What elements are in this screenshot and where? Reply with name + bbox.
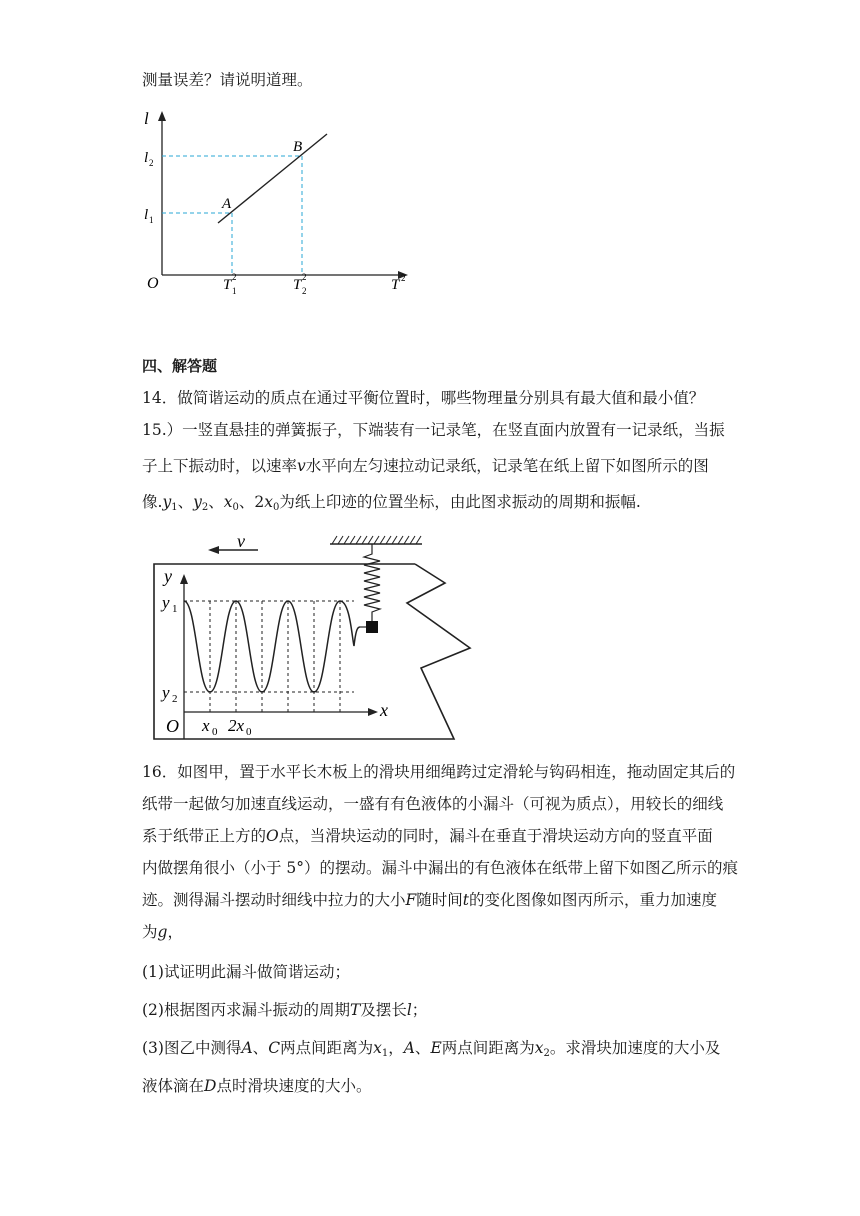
velocity-arrow-head: [208, 546, 219, 554]
q16-t: t: [462, 891, 470, 909]
q16-text: 点，当滑块运动的同时，漏斗在垂直于滑块运动方向的竖直平面: [278, 827, 713, 845]
q16-text: 。求滑块加速度的大小及: [549, 1039, 721, 1057]
question-16-line-6: [142, 922, 183, 942]
q16-text: 随时间: [416, 891, 463, 909]
x-axis-sup: 2: [401, 273, 406, 283]
q15-sep: 、: [238, 493, 255, 511]
x-axis-arrow: [368, 708, 378, 716]
origin-label: O: [166, 716, 179, 736]
l1-label: l: [144, 207, 149, 223]
q16-f: F: [405, 891, 417, 909]
l2-label: l: [144, 150, 149, 166]
y2-label: y: [162, 683, 170, 702]
point-a-label: A: [222, 196, 232, 212]
q16-x1-sub: 1: [381, 1048, 389, 1059]
l2-sub: 2: [149, 158, 154, 168]
q16-o: O: [266, 827, 279, 845]
question-16-line-3: [142, 826, 713, 846]
q16-text: 系于纸带正上方的: [142, 827, 267, 845]
t1-sub: 1: [232, 286, 237, 296]
t2-label: T: [293, 277, 302, 293]
q16-text: 及摆长: [360, 1001, 407, 1019]
question-16-part-3-line-2: [142, 1076, 371, 1096]
q16-sep: 、: [414, 1039, 431, 1057]
question-16-part-3: [142, 1038, 720, 1064]
q15-text: 水平向左匀速拉动记录纸，记录笔在纸上留下如图所示的图: [305, 457, 709, 475]
question-16-part-2: [142, 1000, 427, 1020]
two-x0-sub: 0: [246, 726, 252, 738]
spring-record-figure: [140, 528, 480, 748]
origin-label: O: [147, 275, 159, 292]
question-15-line-1: 15.）一竖直悬挂的弹簧振子，下端装有一记录笔，在竖直面内放置有一记录纸，当振: [142, 421, 725, 439]
q16-text: 迹。测得漏斗摆动时细线中拉力的大小: [142, 891, 406, 909]
y-axis-label: l: [144, 109, 149, 128]
q16-x1: x: [373, 1039, 382, 1057]
ceiling-hatch: [332, 536, 421, 544]
q15-sep: 、: [177, 493, 194, 511]
q16-period: T: [349, 1001, 361, 1019]
q16-text: 为: [142, 923, 158, 941]
q15-y2-sub: 2: [201, 502, 209, 513]
x-gridlines: [210, 601, 340, 712]
section-title: 四、解答题: [142, 357, 218, 375]
q16-text: ，: [388, 1039, 404, 1057]
q15-text: 像.: [142, 493, 163, 511]
q16-text: (2)根据图丙求漏斗振动的周期: [142, 1001, 350, 1019]
q16-point-a: A: [241, 1039, 253, 1057]
paper-outline: [154, 564, 470, 739]
q16-text: (3)图乙中测得: [142, 1039, 242, 1057]
q15-x0: x: [223, 493, 233, 511]
l1-sub: 1: [149, 215, 154, 225]
question-15-line-2: [142, 456, 709, 476]
y-axis-label: y: [164, 566, 172, 586]
q15-x0b: x: [264, 493, 274, 511]
t2-sub: 2: [302, 286, 307, 296]
q16-sep: 、: [252, 1039, 269, 1057]
y-axis-arrow: [180, 574, 188, 584]
q16-point-e: E: [430, 1039, 442, 1057]
velocity-label: v: [237, 531, 245, 551]
x0-label: x: [202, 716, 210, 735]
q15-text: 子上下振动时，以速率: [142, 457, 298, 475]
question-16-line-5: [142, 890, 717, 910]
q15-sep: 、: [208, 493, 224, 511]
question-16-part-1: (1)试证明此漏斗做简谐运动；: [142, 963, 350, 981]
y1-sub: 1: [172, 603, 178, 615]
q16-text: 点时滑块速度的大小。: [216, 1077, 372, 1095]
q16-point-a: A: [403, 1039, 415, 1057]
question-16-line-2: 纸带一起做匀加速直线运动，一盛有有色液体的小漏斗（可视为质点），用较长的细线: [142, 795, 724, 813]
q15-y2: y: [193, 493, 202, 511]
spring: [364, 544, 380, 622]
q15-y1: y: [162, 493, 172, 511]
q16-text: 的变化图像如图丙所示，重力加速度: [469, 891, 718, 909]
ab-line: [218, 134, 327, 223]
q16-point-d: D: [204, 1077, 217, 1095]
point-b-label: B: [293, 139, 303, 155]
q15-v: v: [297, 457, 306, 475]
question-13-tail: 测量误差？请说明道理。: [142, 71, 313, 89]
y2-sub: 2: [172, 693, 178, 705]
q16-g: g: [157, 923, 168, 941]
x-axis-label: x: [380, 700, 388, 720]
q15-two: 2: [254, 493, 265, 511]
q16-text: ，: [167, 923, 183, 941]
l-t2-graph: [130, 100, 420, 300]
two-x0-label: 2x: [228, 716, 245, 735]
y1-label: y: [162, 593, 170, 612]
spring-mass: [366, 621, 378, 633]
question-16-line-4: 内做摆角很小（小于 5°）的摆动。漏斗中漏出的有色液体在纸带上留下如图乙所示的痕: [142, 859, 739, 877]
t1-sup: 2: [232, 272, 237, 282]
q15-text: 为纸上印迹的位置坐标，由此图求振动的周期和振幅.: [279, 493, 641, 511]
q16-length: l: [406, 1001, 412, 1019]
question-16-line-1: 16．如图甲，置于水平长木板上的滑块用细绳跨过定滑轮与钩码相连，拖动固定其后的: [142, 763, 736, 781]
question-15-line-3: [142, 492, 641, 518]
x0-sub: 0: [212, 726, 218, 738]
q16-text: 两点间距离为: [280, 1039, 374, 1057]
x-axis-label: T: [391, 277, 400, 293]
y-axis-arrow: [158, 111, 166, 121]
q15-y1-sub: 1: [171, 502, 178, 513]
q16-point-c: C: [268, 1039, 281, 1057]
q15-x0-sub: 0: [232, 502, 239, 513]
q16-text: 液体滴在: [142, 1077, 205, 1095]
q16-text: ；: [411, 1001, 428, 1019]
q15-x0b-sub: 0: [273, 502, 280, 513]
question-14: 14．做简谐运动的质点在通过平衡位置时，哪些物理量分别具有最大值和最小值？: [142, 389, 705, 407]
q16-text: 两点间距离为: [441, 1039, 535, 1057]
q16-x2: x: [534, 1039, 544, 1057]
t2-sup: 2: [302, 272, 307, 282]
t1-label: T: [223, 277, 232, 293]
q16-x2-sub: 2: [543, 1048, 550, 1059]
